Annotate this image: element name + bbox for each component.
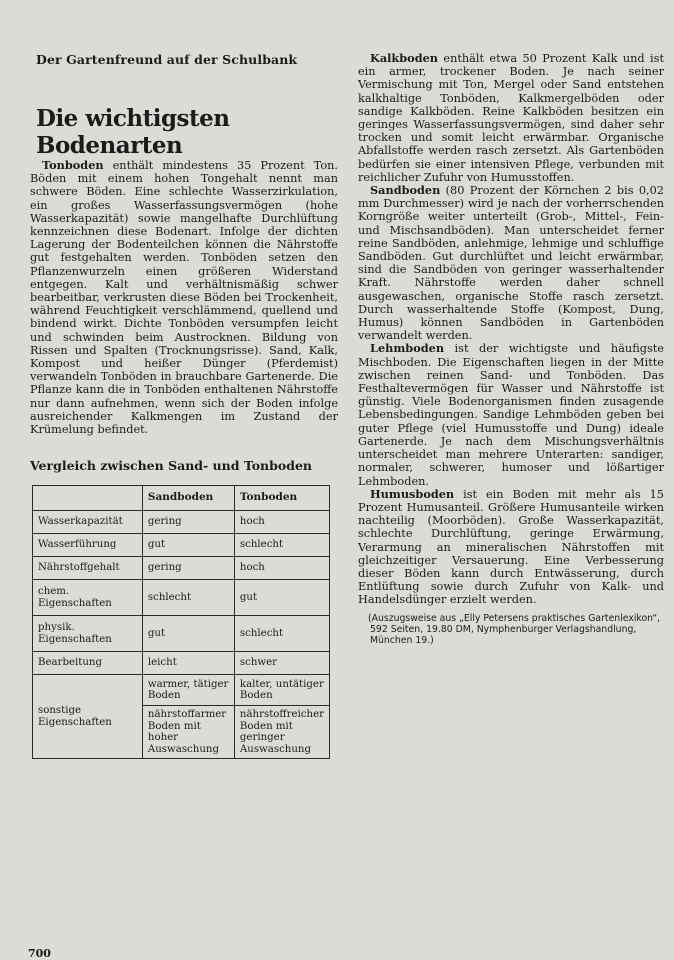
right-column <box>358 52 664 646</box>
row-label: Nährstoffgehalt <box>33 557 143 580</box>
cell-tonboden: kalter, untätiger Boden <box>234 675 329 706</box>
cell-tonboden: hoch <box>234 557 329 580</box>
text-lehmboden: ist der wichtigste und häufigste Mischboden. Die Eigenschaften liegen in der Mitte zwischen reinen Sand- und Tonböden. Das Festhaltevermögen für Wasser und Nährstoffe ist günstig. Viele Bodenorganismen finden zusagende Lebensbedingungen. Sandige Lehmböden geben bei guter Pflege (viel Humusstoffe und Dung) ideale Gartenerde. Je nach dem Mischungsverhältnis unterscheidet man mehrere Unterarten: sandiger, normaler, schwerer, humoser und lößartiger Lehmboden. <box>358 342 664 488</box>
cell-tonboden: schlecht <box>234 534 329 557</box>
section-kicker: Der Gartenfreund auf der Schulbank <box>36 52 298 67</box>
table-row <box>33 616 330 652</box>
cell-sandboden: gering <box>142 557 234 580</box>
page-number: 700 <box>28 947 51 960</box>
row-label: Wasserkapazität <box>33 511 143 534</box>
cell-sandboden: schlecht <box>142 580 234 616</box>
paragraph-humusboden <box>358 488 664 607</box>
table-row <box>33 511 330 534</box>
table-header-row <box>33 486 330 511</box>
table-row <box>33 652 330 675</box>
table-corner-cell <box>33 486 143 511</box>
table-row <box>33 557 330 580</box>
term-kalkboden: Kalkboden <box>370 51 438 65</box>
row-label: chem. Eigenschaften <box>33 580 143 616</box>
paragraph-tonboden <box>30 159 338 436</box>
text-tonboden: enthält mindestens 35 Prozent Ton. Böden mit einem hohen Tongehalt nennt man schwere Böden. Eine schlechte Wasserzirkulation, ein großes Wasserfassungsvermögen (hohe Wasserkapazität) sowie mangelhafte Durchlüftung kennzeichnen diese Bodenart. Infolge der dichten Lagerung der Bodenteilchen können die Nährstoffe gut festgehalten werden. Tonböden setzen den Pflanzenwurzeln einen größeren Widerstand entgegen. Kalt und verhältnismäßig schwer bearbeitbar, verkrusten diese Böden bei Trockenheit, während Feuchtigkeit verschlämmend, quellend und bindend wirkt. Dichte Tonböden versumpfen leicht und schwinden beim Austrocknen. Bildung von Rissen und Spalten (Trocknungsrisse). Sand, Kalk, Kompost und heißer Dünger (Pferdemist) verwandeln Tonböden in brauchbare Gartenerde. Die Pflanze kann die in Tonböden enthaltenen Nährstoffe nur dann aufnehmen, wenn sich der Boden infolge ausreichender Kalkmengen im Zustand der Krümelung befindet. <box>30 159 338 437</box>
cell-sandboden: gering <box>142 511 234 534</box>
column-header-tonboden: Tonboden <box>234 486 329 511</box>
text-kalkboden: enthält etwa 50 Prozent Kalk und ist ein armer, trockener Boden. Je nach seiner Vermischung mit Ton, Mergel oder Sand entstehen kalkhaltige Tonböden, Kalkmergelböden oder sandige Kalkböden. Reine Kalkböden besitzen ein geringes Wasserfassungsvermögen, sind daher sehr trocken und somit leicht erwärmbar. Organische Abfallstoffe werden rasch zersetzt. Als Gartenböden bedürfen sie einer intensiven Pflege, verbunden mit reichlicher Zufuhr von Humusstoffen. <box>358 52 664 184</box>
cell-tonboden: gut <box>234 580 329 616</box>
cell-sandboden: nährstoffarmer Boden mit hoher Auswaschung <box>142 706 234 759</box>
cell-sandboden: leicht <box>142 652 234 675</box>
article-title: Die wichtigsten Bodenarten <box>36 105 230 159</box>
left-column <box>30 52 338 759</box>
paragraph-lehmboden <box>358 342 664 487</box>
table-row <box>33 534 330 557</box>
row-label: Wasserführung <box>33 534 143 557</box>
row-label: sonstige Eigenschaften <box>33 675 143 759</box>
cell-sandboden: gut <box>142 616 234 652</box>
cell-tonboden: schwer <box>234 652 329 675</box>
cell-sandboden: gut <box>142 534 234 557</box>
row-label: Bearbeitung <box>33 652 143 675</box>
cell-tonboden: schlecht <box>234 616 329 652</box>
table-row <box>33 675 330 706</box>
table-title: Vergleich zwischen Sand- und Tonboden <box>30 458 312 474</box>
cell-tonboden: hoch <box>234 511 329 534</box>
term-humusboden: Humusboden <box>370 486 455 501</box>
term-lehmboden: Lehmboden <box>370 341 445 356</box>
column-header-sandboden: Sandboden <box>142 486 234 511</box>
source-citation: (Auszugsweise aus „Elly Petersens praktisches Gartenlexikon“, 592 Seiten, 19.80 DM, Nymphenburger Verlagshandlung, München 19.) <box>368 612 661 646</box>
cell-sandboden: warmer, tätiger Boden <box>142 675 234 706</box>
row-label: physik. Eigenschaften <box>33 616 143 652</box>
table-row <box>33 580 330 616</box>
text-sandboden: (80 Prozent der Körnchen 2 bis 0,02 mm Durchmesser) wird je nach der vorherrschenden Korngröße weiter unterteilt (Grob-, Mittel-, Fein- und Mischsandböden). Man unterscheidet ferner reine Sandböden, anlehmige, lehmige und schluffige Sandböden. Gut durchlüftet und leicht erwärmbar, sind die Sandböden von geringer wasserhaltender Kraft. Nährstoffe werden daher schnell ausgewaschen, organische Stoffe rasch zersetzt. Durch wasserhaltende Stoffe (Kompost, Dung, Humus) können Sandböden in Gartenböden verwandelt werden. <box>358 184 664 343</box>
paragraph-sandboden <box>358 184 664 342</box>
term-tonboden: Tonboden <box>42 158 104 172</box>
comparison-table <box>32 485 330 759</box>
term-sandboden: Sandboden <box>370 183 441 198</box>
paragraph-kalkboden <box>358 52 664 184</box>
cell-tonboden: nährstoffreicher Boden mit geringer Auswaschung <box>234 706 329 759</box>
text-humusboden: ist ein Boden mit mehr als 15 Prozent Humusanteil. Größere Humusanteile wirken nachteilig (Moorböden). Große Wasserkapazität, schlechte Durchlüftung, geringe Erwärmung, Verarmung an mineralischen Nährstoffen mit gleichzeitiger Versauerung. Eine Verbesserung dieser Böden kann durch Entwässerung, durch Entlüftung sowie durch Zufuhr von Kalk- und Handelsdünger erzielt werden. <box>358 487 664 607</box>
